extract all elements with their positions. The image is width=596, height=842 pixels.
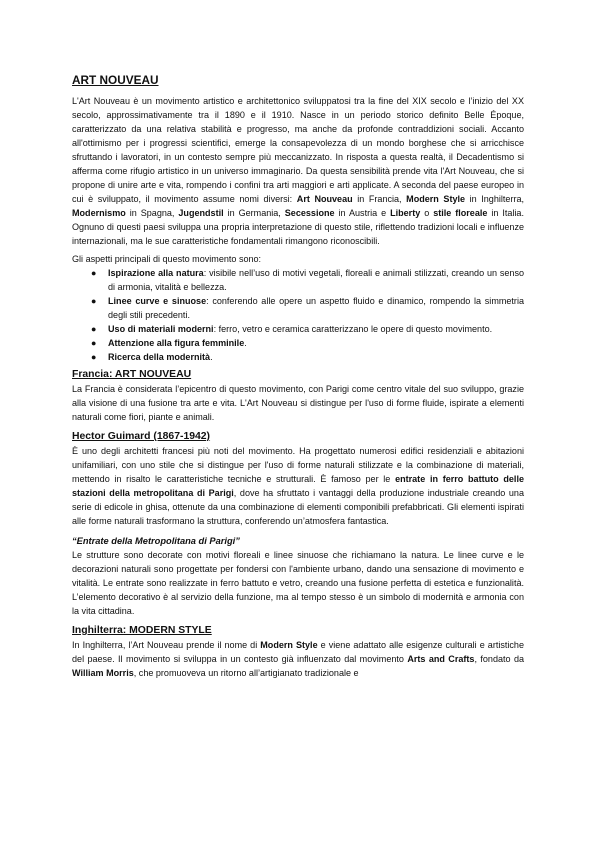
- aspect-text: .: [210, 352, 213, 362]
- list-item: [72, 322, 524, 336]
- guimard-paragraph: [72, 444, 524, 528]
- aspect-title: Attenzione alla figura femminile: [108, 338, 245, 348]
- aspect-title: Linee curve e sinuose: [108, 296, 207, 306]
- aspects-list: [72, 266, 524, 364]
- intro-paragraph: [72, 94, 524, 248]
- aspect-title: Ispirazione alla natura: [108, 268, 204, 278]
- intro-text: in Spagna,: [125, 208, 179, 218]
- england-bold-term: Modern Style: [260, 640, 318, 650]
- intro-text: L'Art Nouveau è un movimento artistico e architettonico sviluppatosi tra la fine del XIX secolo e l’inizio del XX secolo, approssimativamente tra il 1890 e il 1910. Nasce in un periodo storico definito Belle Époque, caratterizzato da una relativa stabilità e progresso, ma anche da profonde contraddizioni sociali. Accanto all'ottimismo per i progressi scientifici, emerge la consapevolezza di un mondo borghese che si arricchisce sfruttando i lavoratori, in un contesto sempre più meccanizzato. In risposta a questa realtà, il Decadentismo si afferma come rifugio artistico in un universo immaginario. Da questa sensibilità prende vita l'Art Nouveau, che si propone di unire arte e vita, rompendo i confini tra arti maggiori e arti applicate. A seconda del paese europeo in cui è sviluppato, il movimento assume nomi diversi:: [72, 96, 524, 204]
- section-heading-metro: “Entrate della Metropolitana di Parigi”: [72, 536, 240, 546]
- intro-text: in Germania,: [223, 208, 285, 218]
- england-bold-term: William Morris: [72, 668, 134, 678]
- england-paragraph: [72, 638, 524, 680]
- intro-bold-term: stile floreale: [433, 208, 488, 218]
- intro-bold-term: Liberty: [390, 208, 421, 218]
- bullet-icon: ●: [91, 324, 97, 334]
- bullet-icon: ●: [91, 268, 97, 278]
- intro-text: in Italia. Ognuno di questi paesi sviluppa una propria interpretazione di questo stile, riflettendo tradizioni locali e influenze internazionali, ma le sue caratteristiche fondamentali rimangono riconoscibili.: [72, 208, 524, 246]
- intro-bold-term: Secessione: [284, 208, 335, 218]
- list-item: [72, 350, 524, 364]
- england-text: , fondato da: [474, 654, 525, 664]
- aspect-text: : visibile nell’uso di motivi vegetali, floreali e animali stilizzati, creando un senso di armonia, vitalità e bellezza.: [108, 268, 524, 292]
- list-item: [72, 294, 524, 322]
- intro-bold-term: Modern Style: [406, 194, 466, 204]
- section-heading-guimard: Hector Guimard (1867-1942): [72, 431, 211, 442]
- page-title: ART NOUVEAU: [72, 73, 159, 87]
- section-heading-france: Francia: ART NOUVEAU: [72, 369, 192, 380]
- england-text: , che promuoveva un ritorno all’artigianato tradizionale e: [133, 668, 359, 678]
- list-item: [72, 336, 524, 350]
- intro-bold-term: Jugendstil: [178, 208, 224, 218]
- france-paragraph: La Francia è considerata l’epicentro di questo movimento, con Parigi come centro vitale del suo sviluppo, grazie alla visione di una fusione tra arte e vita. L'Art Nouveau si distingue per l'uso di forme fluide, ispirate a elementi naturali come fiori, piante e animali.: [72, 384, 524, 422]
- intro-text: in Austria e: [334, 208, 391, 218]
- intro-bold-term: Modernismo: [72, 208, 126, 218]
- list-item: [72, 266, 524, 294]
- aspect-text: .: [244, 338, 247, 348]
- aspects-intro: Gli aspetti principali di questo movimento sono:: [72, 254, 262, 264]
- aspect-title: Uso di materiali moderni: [108, 324, 214, 334]
- guimard-bold-text: entrate in ferro battuto delle stazioni della metropolitana di Parigi: [72, 474, 524, 498]
- bullet-icon: ●: [91, 338, 97, 348]
- intro-bold-term: Art Nouveau: [296, 194, 353, 204]
- aspect-title: Ricerca della modernità: [108, 352, 211, 362]
- guimard-text: , dove ha sfruttato i vantaggi della produzione industriale creando una serie di edicole in ghisa, ottenute da una combinazione di elementi componibili prefabbricati. Gli elementi ispirati alle forme naturali trasformano la struttura, conferendo un’atmosfera fantastica.: [72, 488, 524, 526]
- document-page: [72, 72, 524, 680]
- aspect-text: : ferro, vetro e ceramica caratterizzano le opere di questo movimento.: [213, 324, 493, 334]
- section-heading-england: Inghilterra: MODERN STYLE: [72, 625, 212, 636]
- aspect-text: : conferendo alle opere un aspetto fluido e dinamico, rompendo la simmetria degli stili precedenti.: [108, 296, 524, 320]
- intro-text: in Inghilterra,: [465, 194, 525, 204]
- intro-text: in Francia,: [352, 194, 407, 204]
- bullet-icon: ●: [91, 352, 97, 362]
- england-text: In Inghilterra, l’Art Nouveau prende il nome di: [72, 640, 261, 650]
- metro-paragraph: Le strutture sono decorate con motivi floreali e linee sinuose che richiamano la natura. Le linee curve e le decorazioni naturali sono progettate per fondersi con l'ambiente urbano, dando una sensazione di movimento e vitalità. Le entrate sono realizzate in ferro battuto e vetro, creando una fusione perfetta di estetica e funzionalità. L’elemento decorativo è al servizio della funzione, ma al tempo stesso è un simbolo di modernità e armonia con la vita cittadina.: [72, 550, 524, 616]
- guimard-text: È uno degli architetti francesi più noti del movimento. Ha progettato numerosi edifici residenziali e abitazioni unifamiliari, con uno stile che si distingue per l'uso di forme naturali stilizzate e la combinazione di materiali, mettendo in risalto le caratteristiche tecniche e strutturali. È famoso per le: [72, 446, 524, 484]
- england-text: e viene adattato alle esigenze culturali e artistiche del paese. Il movimento si sviluppa in un contesto già influenzato dal movimento: [72, 640, 524, 664]
- bullet-icon: ●: [91, 296, 97, 306]
- intro-text: o: [420, 208, 434, 218]
- england-bold-term: Arts and Crafts: [407, 654, 475, 664]
